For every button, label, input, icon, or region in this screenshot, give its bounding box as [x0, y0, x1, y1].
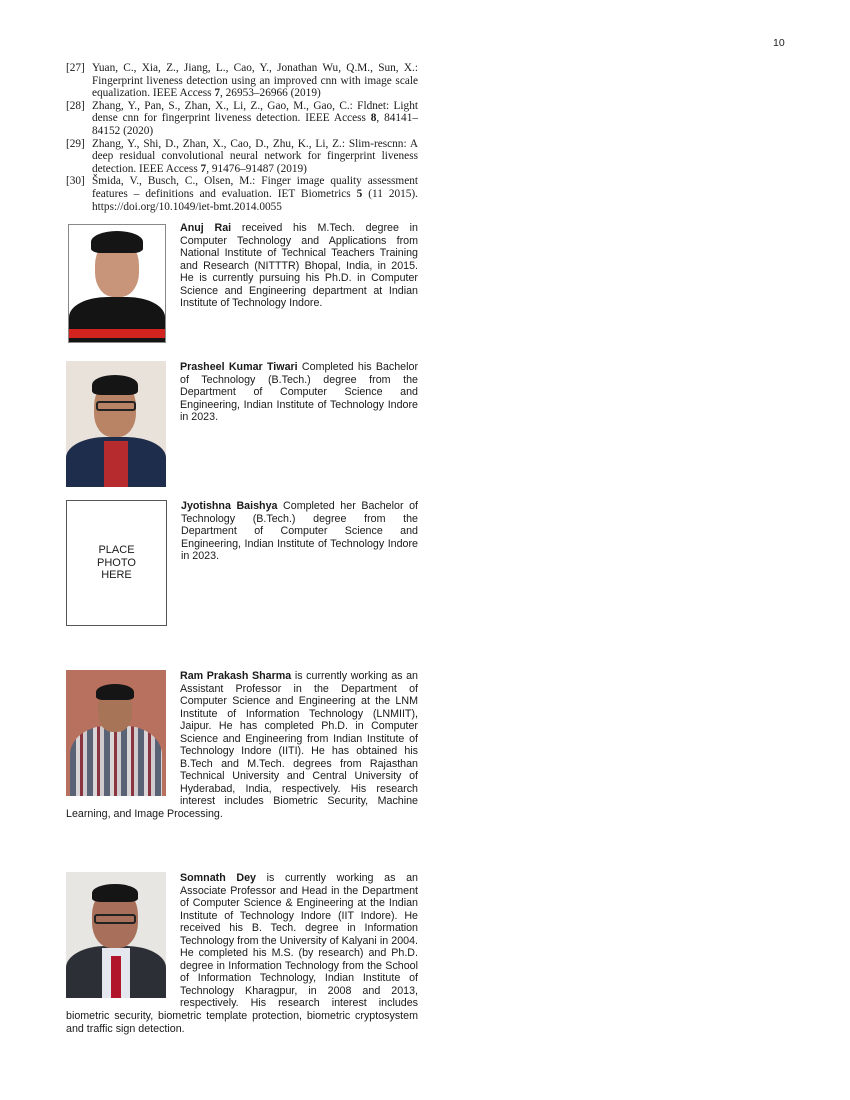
author-name: Somnath Dey [180, 872, 256, 884]
author-name: Jyotishna Baishya [181, 500, 278, 512]
reference-text [92, 100, 418, 138]
reference-number: [29] [66, 137, 85, 150]
author-photo [68, 224, 166, 343]
reference-citation: Yuan, C., Xia, Z., Jiang, L., Cao, Y., Jonathan Wu, Q.M., Sun, X.: Fingerprint liveness detection using an improved cnn with image scale equalization. IEEE Access [92, 62, 418, 100]
author-description: received his M.Tech. degree in Computer Technology and Applications from National Institute of Technical Teachers Training and Research (NITTTR) Bhopal, India, in 2015. He is currently pursuing his Ph.D. in Computer Science and Engineering department at Indian Institute of Technology Indore. [180, 222, 418, 310]
placeholder-line: PHOTO [97, 556, 136, 569]
author-photo [66, 872, 166, 998]
author-name: Anuj Rai [180, 222, 232, 234]
reference-volume: 7 [214, 87, 220, 100]
author-description: Completed his Bachelor of Technology (B.Tech.) degree from the Department of Computer Science and Engineering, Indian Institute of Technology Indore in 2023. [180, 361, 419, 424]
reference-item [66, 175, 418, 213]
reference-number: [27] [66, 62, 85, 74]
tie-shape [111, 956, 121, 998]
reference-item [66, 62, 418, 100]
reference-item [66, 100, 418, 138]
reference-pages: , 91476–91487 (2019) [206, 162, 307, 175]
reference-citation: Šmida, V., Busch, C., Olsen, M.: Finger image quality assessment features – definitions and evaluation. IET Biometrics [92, 175, 418, 200]
shirt-shape [104, 441, 128, 487]
author-description: Completed her Bachelor of Technology (B.Tech.) degree from the Department of Computer Science and Engineering, Indian Institute of Technology Indore in 2023. [181, 500, 418, 563]
page-number: 10 [773, 37, 785, 49]
author-name: Prasheel Kumar Tiwari [180, 361, 298, 373]
reference-pages: , 84141–84152 (2020) [92, 112, 418, 137]
reference-number: [28] [66, 99, 85, 112]
reference-link: (11 2015). https://doi.org/10.1049/iet-bmt.2014.0055 [92, 187, 418, 213]
reference-citation: Zhang, Y., Pan, S., Zhan, X., Li, Z., Gao, M., Gao, C.: Fldnet: Light dense cnn for fingerprint liveness detection. IEEE Access [92, 99, 418, 125]
author-name: Ram Prakash Sharma [180, 670, 292, 682]
references-list [66, 62, 418, 213]
placeholder-line: HERE [101, 569, 132, 582]
reference-citation: Zhang, Y., Shi, D., Zhan, X., Cao, D., Zhu, K., Li, Z.: Slim-rescnn: A deep residual convolutional neural network for fingerprint liveness detection. IEEE Access [92, 137, 418, 175]
author-description: is currently working as an Associate Professor and Head in the Department of Computer Science & Engineering at the Indian Institute of Technology Indore (IIT Indore). He received his B. Tech. degree in Information Technology from the University of Kalyani in 2004. He completed his M.S. (by research) and Ph.D. degree in Information Technology from the School of Information Technology, Indian Institute of Technology Kharagpur, in 2008 and 2013, respectively. His research interest includes biometric security, biometric template protection, biometric cryptosystem and traffic sign detection. [66, 872, 418, 1035]
shirt-shape [70, 726, 162, 796]
author-bio [66, 872, 418, 1035]
author-photo [66, 361, 166, 487]
reference-volume: 7 [200, 162, 207, 175]
placeholder-line: PLACE [98, 544, 135, 557]
reference-number: [30] [66, 175, 85, 188]
reference-pages: , 26953–26966 (2019) [220, 87, 321, 100]
hair-shape [92, 884, 138, 902]
author-bio [66, 670, 418, 821]
glasses-shape [94, 914, 136, 924]
reference-volume: 5 [356, 187, 363, 200]
author-bio [66, 222, 418, 347]
glasses-shape [96, 401, 136, 411]
hair-shape [92, 375, 138, 395]
author-photo [66, 670, 166, 796]
reference-item [66, 138, 418, 176]
placeholder-label [97, 544, 136, 582]
reference-text [92, 175, 418, 213]
hair-shape [91, 231, 143, 253]
photo-placeholder [66, 500, 167, 626]
author-description: is currently working as an Assistant Professor in the Department of Computer Science and Engineering at the LNM Institute of Information Technology (LNMIIT), Jaipur. He has completed Ph.D. in Computer Science and Engineering from Indian Institute of Technology Indore (IITI). He has obtained his B.Tech and M.Tech. degrees from Rajasthan Technical University and Central University of Hyderabad, India, respectively. His research interest includes Biometric Security, Machine Learning, and Image Processing. [66, 670, 418, 821]
author-bio [66, 500, 418, 630]
shirt-stripe [69, 329, 165, 338]
reference-text [92, 62, 418, 100]
hair-shape [96, 684, 134, 700]
author-bio [66, 361, 418, 491]
reference-volume: 8 [370, 112, 377, 125]
reference-text [92, 138, 418, 176]
